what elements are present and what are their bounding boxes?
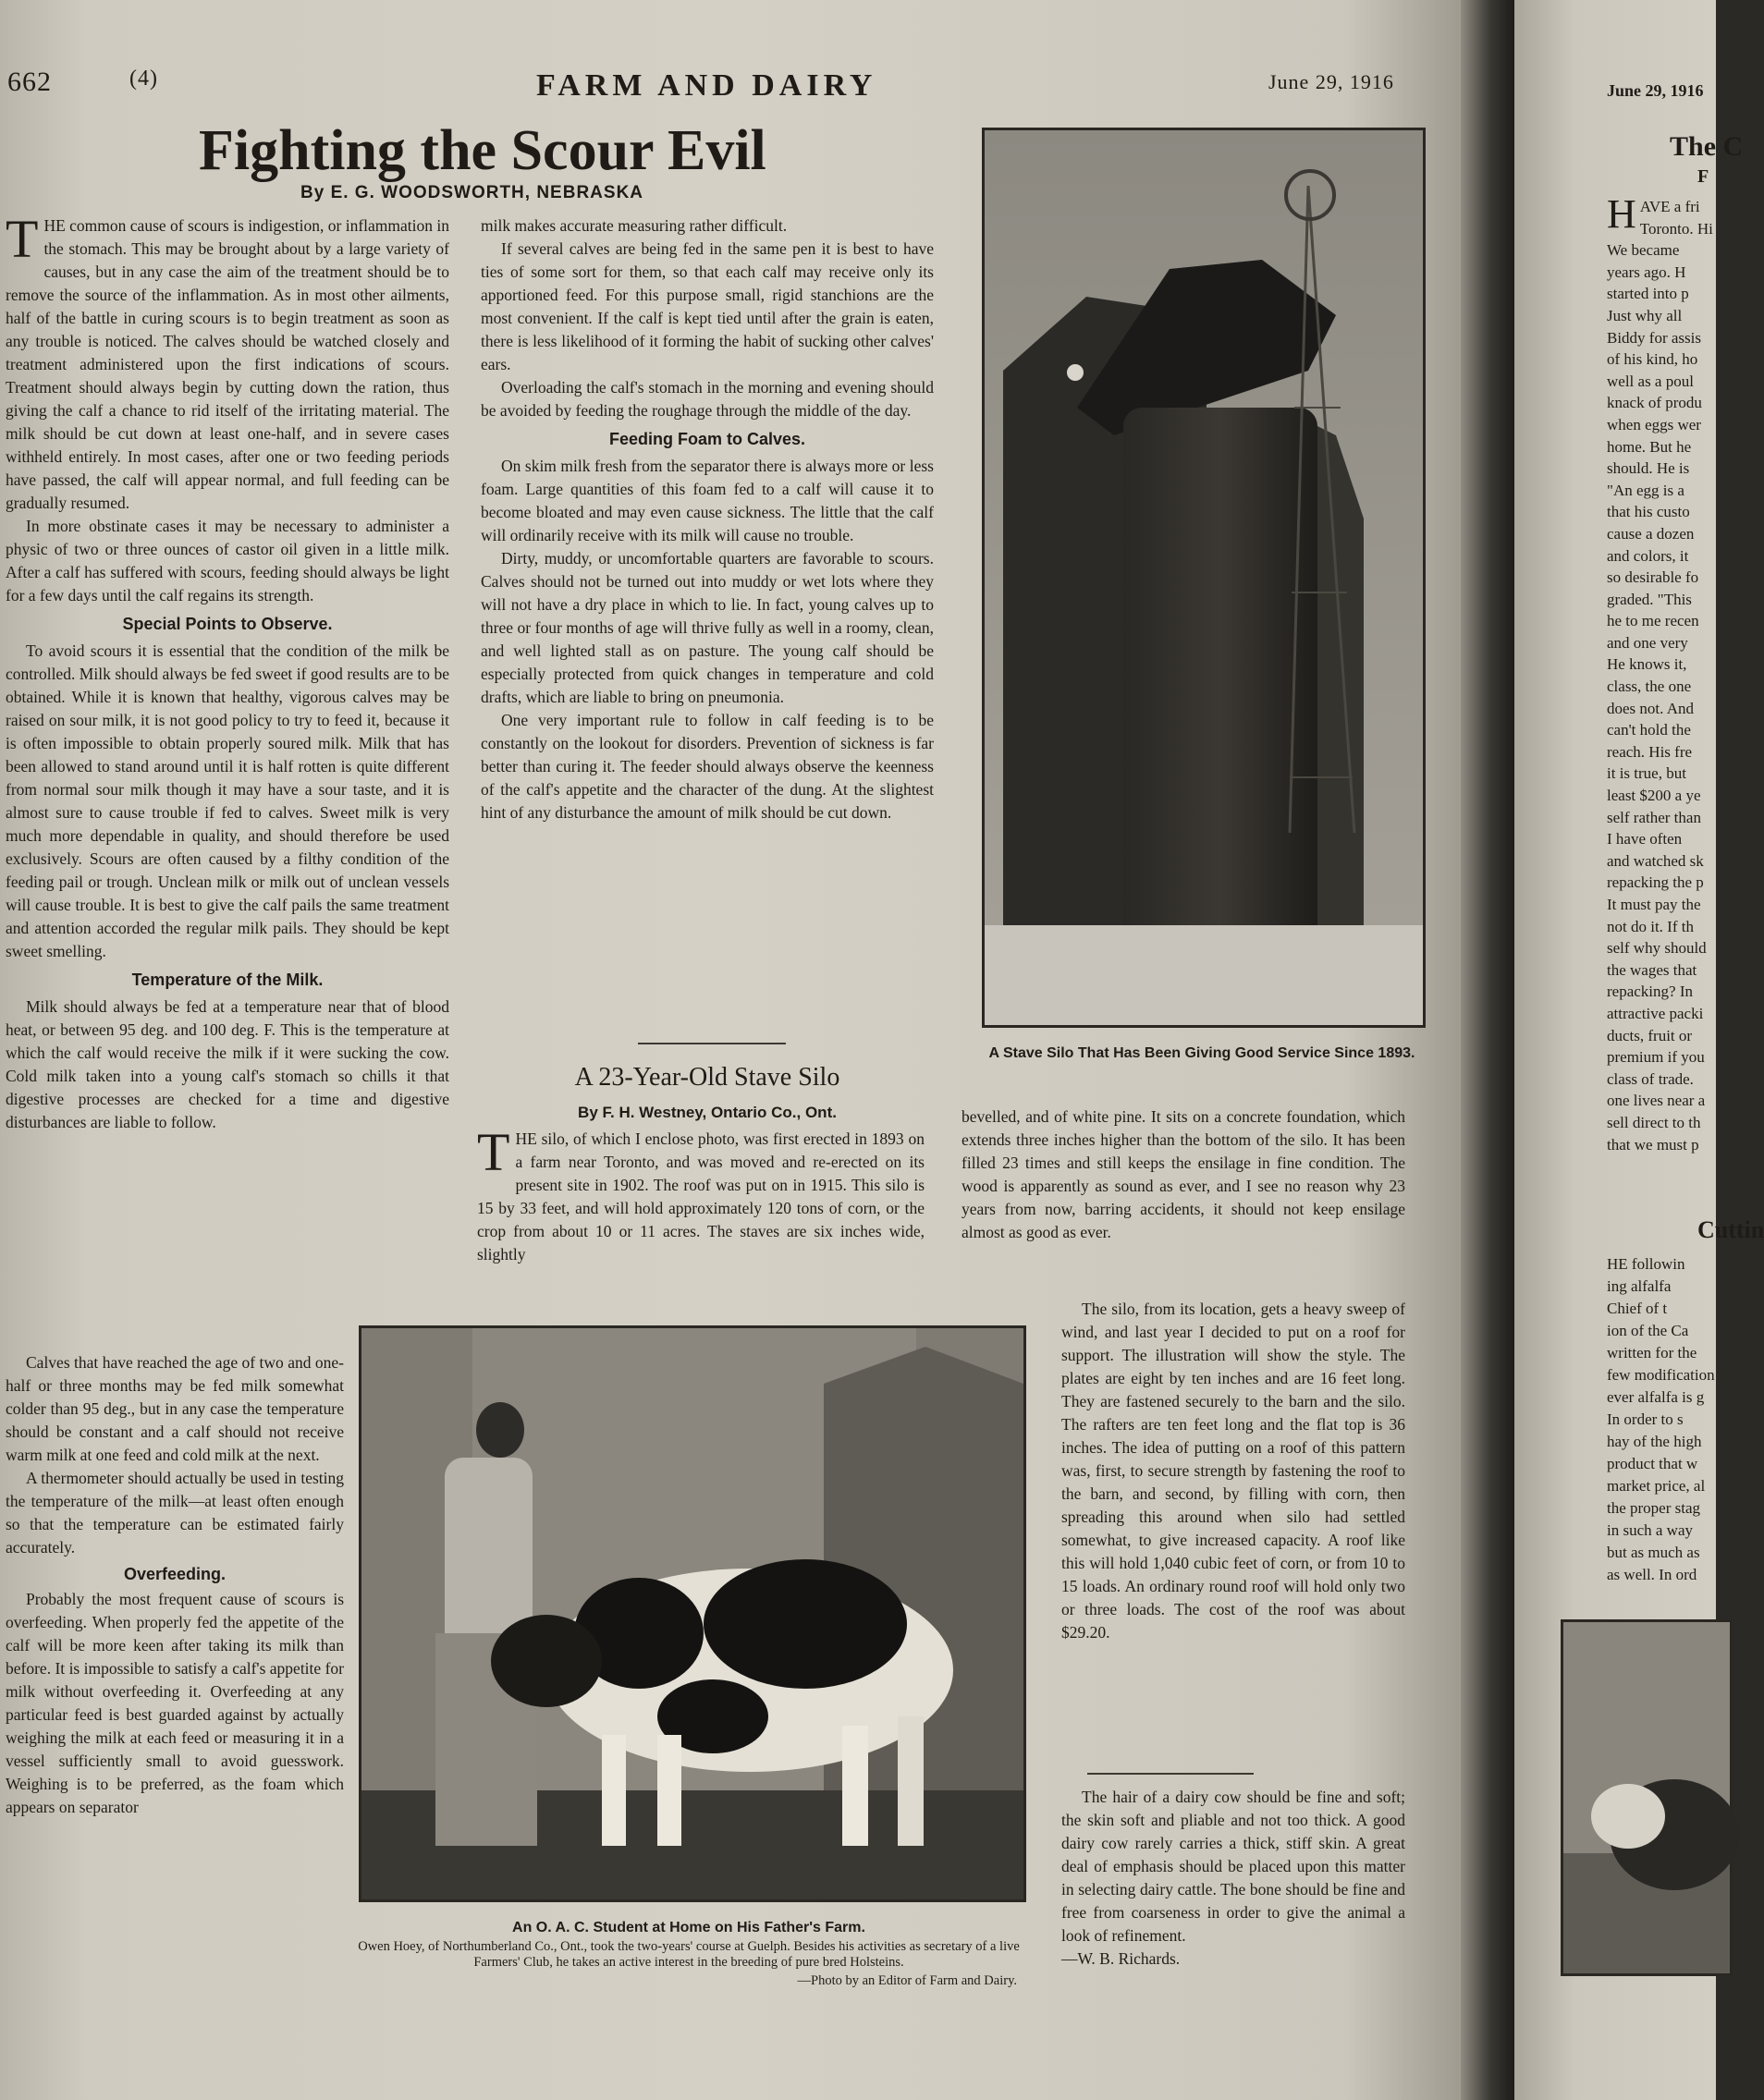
text-line: started into p bbox=[1607, 285, 1689, 303]
text-line: It must pay the bbox=[1607, 896, 1701, 913]
paragraph: To avoid scours it is essential that the condition of the milk be controlled. Milk should always be fed sweet if good results are to be obtained. While it is known that healthy, vigorous calves may be raised on sour milk, it is not good policy to try to feed it, because it is often impossible to obtain properly soured milk. Milk that has been allowed to stand around until it is half rotten is quite different from normal sour milk though it may have a sour taste, and it is almost sure to cause trouble if fed to calves. Sweet milk is very much more dependable in quality, and should therefore be used exclusively. Scours are often caused by a filthy condition of the feeding pail or trough. Unclean milk or milk out of unclean vessels will cause trouble. It is best to give the calf pails the same treatment and attention accorded the regular milk pails. They should be kept sweet smelling. bbox=[6, 641, 449, 960]
calf-photo bbox=[359, 1325, 1026, 1902]
text-line: when eggs wer bbox=[1607, 415, 1701, 433]
page-number: 662 bbox=[7, 67, 52, 97]
text-line: not do it. If th bbox=[1607, 917, 1694, 935]
paragraph: The hair of a dairy cow should be fine and soft; the skin soft and pliable and not too thick. A good dairy cow rarely carries a thick, stiff skin. A great deal of emphasis should be placed upon this matter in selecting dairy cattle. The bone should be fine and free from coarseness in order to give the animal a look of refinement. bbox=[1061, 1788, 1405, 1945]
paragraph: Overloading the calf's stomach in the morning and evening should be avoided by feeding the roughage through the middle of the day. bbox=[481, 378, 934, 420]
text-line: class, the one bbox=[1607, 678, 1692, 696]
text-line: repacking the p bbox=[1607, 873, 1704, 892]
paragraph: On skim milk fresh from the separator there is always more or less foam. Large quantities of this foam fed to a calf will cause it to become bloated and may even cause sickness. The little that the calf will ordinarily receive with its milk will cause no trouble. bbox=[481, 457, 934, 544]
text-line: repacking? In bbox=[1607, 983, 1693, 1001]
silo-photo bbox=[982, 128, 1426, 1028]
divider bbox=[638, 1043, 786, 1044]
right-article-subtitle: F bbox=[1697, 166, 1709, 187]
text-line: that his custo bbox=[1607, 503, 1690, 521]
text-line: that we must p bbox=[1607, 1135, 1699, 1154]
subheading: Feeding Foam to Calves. bbox=[608, 430, 806, 448]
text-line: hay of the high bbox=[1607, 1433, 1702, 1450]
text-line: home. But he bbox=[1607, 437, 1692, 456]
paragraph: If several calves are being fed in the same pen it is best to have ties of some sort for them, so that each calf may receive only its apportioned feed. For this purpose small, rigid stanchions are the most convenient. If the calf is kept tied until after the grain is eaten, there is less likelihood of it forming the habit of sucking other calves' ears. bbox=[481, 239, 934, 373]
text-line: does not. And bbox=[1607, 699, 1694, 717]
text-line: one lives near a bbox=[1607, 1092, 1706, 1110]
text-line: years ago. H bbox=[1607, 262, 1686, 281]
text-line-rest: AVE a fri bbox=[1639, 198, 1700, 215]
paragraph: A thermometer should actually be used in testing the temperature of the milk—at least often enough so that the temperature can be estimated fairly accurately. bbox=[6, 1469, 344, 1557]
article-column-1 bbox=[6, 209, 449, 1351]
header-date: June 29, 1916 bbox=[1268, 70, 1394, 93]
text-line: Biddy for assis bbox=[1607, 328, 1701, 347]
text-line: in such a way bbox=[1607, 1521, 1694, 1539]
paragraph: Milk should always be fed at a temperature near that of blood heat, or between 95 deg. and 100 deg. F. This is the temperature at which the calf would receive the milk if it were sucking the cow. Cold milk taken into a young calf's stomach so chills it that digestive processes are checked for a time and digestive disturbances are liable to follow. bbox=[6, 997, 449, 1131]
article-title: Fighting the Scour Evil bbox=[199, 119, 766, 182]
calf-caption-title: An O. A. C. Student at Home on His Father's Farm. bbox=[512, 1920, 865, 1935]
text-line: He knows it, bbox=[1607, 655, 1687, 674]
calf-caption-text: Owen Hoey, of Northumberland Co., Ont., took the two-years' course at Guelph. Besides his activities as secretary of a live Farmers' Club, he takes an active interest in the breeding of pure bred Holsteins. bbox=[358, 1939, 1020, 1970]
paragraph: THE silo, of which I enclose photo, was first erected in 1893 on a farm near Toronto, and was moved and re-erected on its present site in 1902. The roof was put on in 1915. This silo is 15 by 33 feet, and will hold approximately 120 tons of corn, or the crop from about 10 or 11 acres. The staves are six inches wide, slightly bbox=[477, 1122, 925, 1264]
text-line: least $200 a ye bbox=[1607, 787, 1701, 805]
calf-illustration bbox=[361, 1328, 1023, 1899]
text-line: the proper stag bbox=[1607, 1499, 1701, 1517]
text-line: sell direct to th bbox=[1607, 1113, 1701, 1131]
right-page-photo bbox=[1561, 1619, 1733, 1976]
article2-column-2-continued bbox=[1061, 1298, 1405, 1760]
paragraph: One very important rule to follow in calf feeding is to be constantly on the lookout for disorders. Prevention of sickness is far better than curing it. The feeder should always observe the keenness of the calf's appetite and the character of the dung. At the slightest hint of any disturbance the amount of milk should be cut down. bbox=[481, 711, 934, 822]
article-byline: By E. G. WOODSWORTH, NEBRASKA bbox=[300, 183, 644, 202]
text-line: self why should bbox=[1607, 939, 1707, 958]
subheading: Special Points to Observe. bbox=[122, 615, 333, 633]
text-line: self rather than bbox=[1607, 808, 1701, 826]
paragraph: bevelled, and of white pine. It sits on a concrete foundation, which extends three inches higher than the bottom of the silo. It has been filled 23 times and still keeps the ensilage in fine condition. The wood is apparently as sound as ever, and I see no reason why 23 years from now, barring accidents, it should not keep ensilage almost as good as ever. bbox=[962, 1107, 1405, 1241]
divider bbox=[1087, 1773, 1254, 1775]
article2-column-1 bbox=[477, 1122, 925, 1294]
drop-cap: T bbox=[6, 209, 39, 269]
text-line: graded. "This bbox=[1607, 590, 1692, 608]
paragraph: The silo, from its location, gets a heavy sweep of wind, and last year I decided to put on a roof for support. The illustration will show the style. The plates are eight by ten inches and are 16 feet long. They are fastened securely to the barn and the silo. The rafters are ten feet long and the flat top is 36 inches. The idea of putting on a roof of this pattern was, first, to secure strength by fastening the roof to the barn, and second, by filling with corn, then spreading this around when silo had settled somewhat, to give increased capacity. A roof like this will hold 1,040 cubic feet of corn, or from 10 to 15 loads. An ordinary round roof will hold only two or three loads. The cost of the roof was about $29.20. bbox=[1061, 1300, 1405, 1642]
paragraph: Dirty, muddy, or uncomfortable quarters are favorable to scours. Calves should not be turned out into muddy or wet lots where they will not have a dry place in which to lie. In fact, young calves up to three or four months of age will thrive fully as well in a roomy, clean, and well lighted stall as on pasture. The young calf should be especially protected from quick changes in temperature and cold drafts, which are liable to bring on pneumonia. bbox=[481, 549, 934, 706]
paragraph: Probably the most frequent cause of scours is overfeeding. When properly fed the appetite of the calf will be more keen after taking its milk than before. It is impossible to satisfy a calf's appetite for milk without overfeeding it. Overfeeding at any particular feed is best guarded against by actually weighing the milk at each feed or measuring it in a vessel sufficiently small to avoid guesswork. Weighing is to be preferred, as the foam which appears on separator bbox=[6, 1590, 344, 1816]
drop-cap: H bbox=[1607, 191, 1636, 237]
book-gutter bbox=[1461, 0, 1514, 2100]
text-line: ing alfalfa bbox=[1607, 1277, 1672, 1295]
section-number: (4) bbox=[129, 67, 158, 91]
dairy-cow-note bbox=[1061, 1786, 1405, 1993]
text-line: premium if you bbox=[1607, 1048, 1705, 1067]
text-line: ever alfalfa is g bbox=[1607, 1388, 1705, 1406]
silo-illustration bbox=[985, 130, 1423, 1025]
text-line: HE followin bbox=[1607, 1255, 1685, 1273]
text-line: and colors, it bbox=[1607, 546, 1689, 565]
right-page bbox=[1514, 0, 1764, 2100]
text-line: We became bbox=[1607, 241, 1680, 260]
right-article-text bbox=[1607, 191, 1727, 1155]
article2-column-2 bbox=[962, 1105, 1405, 1300]
note-signature: —W. B. Richards. bbox=[1061, 1949, 1181, 1968]
text-line: and watched sk bbox=[1607, 851, 1704, 870]
text-line: few modification bbox=[1607, 1366, 1715, 1384]
text-line: cause a dozen bbox=[1607, 524, 1695, 543]
masthead: FARM AND DAIRY bbox=[536, 68, 877, 103]
right-article2-title: Cuttin bbox=[1697, 1216, 1764, 1243]
text-line: he to me recen bbox=[1607, 612, 1699, 630]
cow-illustration bbox=[1563, 1622, 1730, 1973]
paragraph: Calves that have reached the age of two and one-half or three months may be fed milk somewhat colder than 95 deg., but in any case the temperature should be constant and a calf should not receive warm milk at one feed and cold milk at the next. bbox=[6, 1353, 344, 1464]
text-line: well as a poul bbox=[1607, 372, 1694, 390]
paragraph: milk makes accurate measuring rather difficult. bbox=[481, 216, 788, 235]
text-line: so desirable fo bbox=[1607, 568, 1699, 587]
text-line: it is true, but bbox=[1607, 764, 1686, 783]
article-column-2 bbox=[481, 214, 934, 1037]
text-line: class of trade. bbox=[1607, 1069, 1694, 1088]
text-line: reach. His fre bbox=[1607, 742, 1693, 761]
article2-title: A 23-Year-Old Stave Silo bbox=[574, 1063, 840, 1092]
drop-cap: T bbox=[477, 1122, 510, 1182]
text-line: In order to s bbox=[1607, 1410, 1684, 1428]
text-line: product that w bbox=[1607, 1455, 1698, 1472]
text-line: and one very bbox=[1607, 633, 1688, 652]
text-line: of his kind, ho bbox=[1607, 350, 1698, 369]
text-line: attractive packi bbox=[1607, 1004, 1704, 1022]
paragraph: THE common cause of scours is indigestion, or inflammation in the stomach. This may be brought about by a large variety of causes, but in any case the aim of the treatment should be to remove the source of the inflammation. As in most other ailments, half of the battle in curing scours is to begin treatment as soon as any trouble is noticed. The calves should be watched closely and treatment administered upon the first indications of scours. Treatment should always begin by cutting down the ration, thus giving the calf a chance to rid itself of the irritating material. The milk should be cut down at least one-half, and in severe cases withheld entirely. In most cases, after one or two feeding periods have passed, the calf will appear normal, and full feeding can be gradually resumed. bbox=[6, 209, 449, 512]
right-article2-text bbox=[1607, 1253, 1727, 1586]
article2-byline: By F. H. Westney, Ontario Co., Ont. bbox=[578, 1104, 837, 1121]
paragraph: In more obstinate cases it may be necessary to administer a physic of two or three ounces of castor oil given in a little milk. After a calf has suffered with scours, feeding should always be light for a few days until the calf regains its strength. bbox=[6, 517, 449, 604]
text-line: Just why all bbox=[1607, 306, 1683, 324]
text-line: can't hold the bbox=[1607, 721, 1691, 739]
right-article-title: The C bbox=[1670, 131, 1744, 162]
text-line: but as much as bbox=[1607, 1544, 1700, 1561]
text-line: the wages that bbox=[1607, 960, 1697, 979]
subheading: Temperature of the Milk. bbox=[131, 971, 324, 989]
text-line: Toronto. Hi bbox=[1639, 219, 1713, 238]
article-column-1-continued bbox=[6, 1351, 344, 1971]
text-line: I have often bbox=[1607, 830, 1683, 849]
subheading: Overfeeding. bbox=[123, 1565, 227, 1583]
text-line: ion of the Ca bbox=[1607, 1322, 1689, 1339]
text-line: "An egg is a bbox=[1607, 481, 1684, 499]
photo-credit: —Photo by an Editor of Farm and Dairy. bbox=[797, 1973, 1017, 1988]
text-line: as well. In ord bbox=[1607, 1566, 1697, 1583]
text-line: written for the bbox=[1607, 1344, 1697, 1361]
text-line: ducts, fruit or bbox=[1607, 1026, 1693, 1044]
text-line: Chief of t bbox=[1607, 1300, 1668, 1317]
text-line: market price, al bbox=[1607, 1477, 1706, 1495]
text-line: should. He is bbox=[1607, 459, 1690, 478]
text-line: knack of produ bbox=[1607, 394, 1702, 412]
right-page-date: June 29, 1916 bbox=[1607, 81, 1704, 100]
silo-caption: A Stave Silo That Has Been Giving Good Service Since 1893. bbox=[988, 1045, 1415, 1061]
